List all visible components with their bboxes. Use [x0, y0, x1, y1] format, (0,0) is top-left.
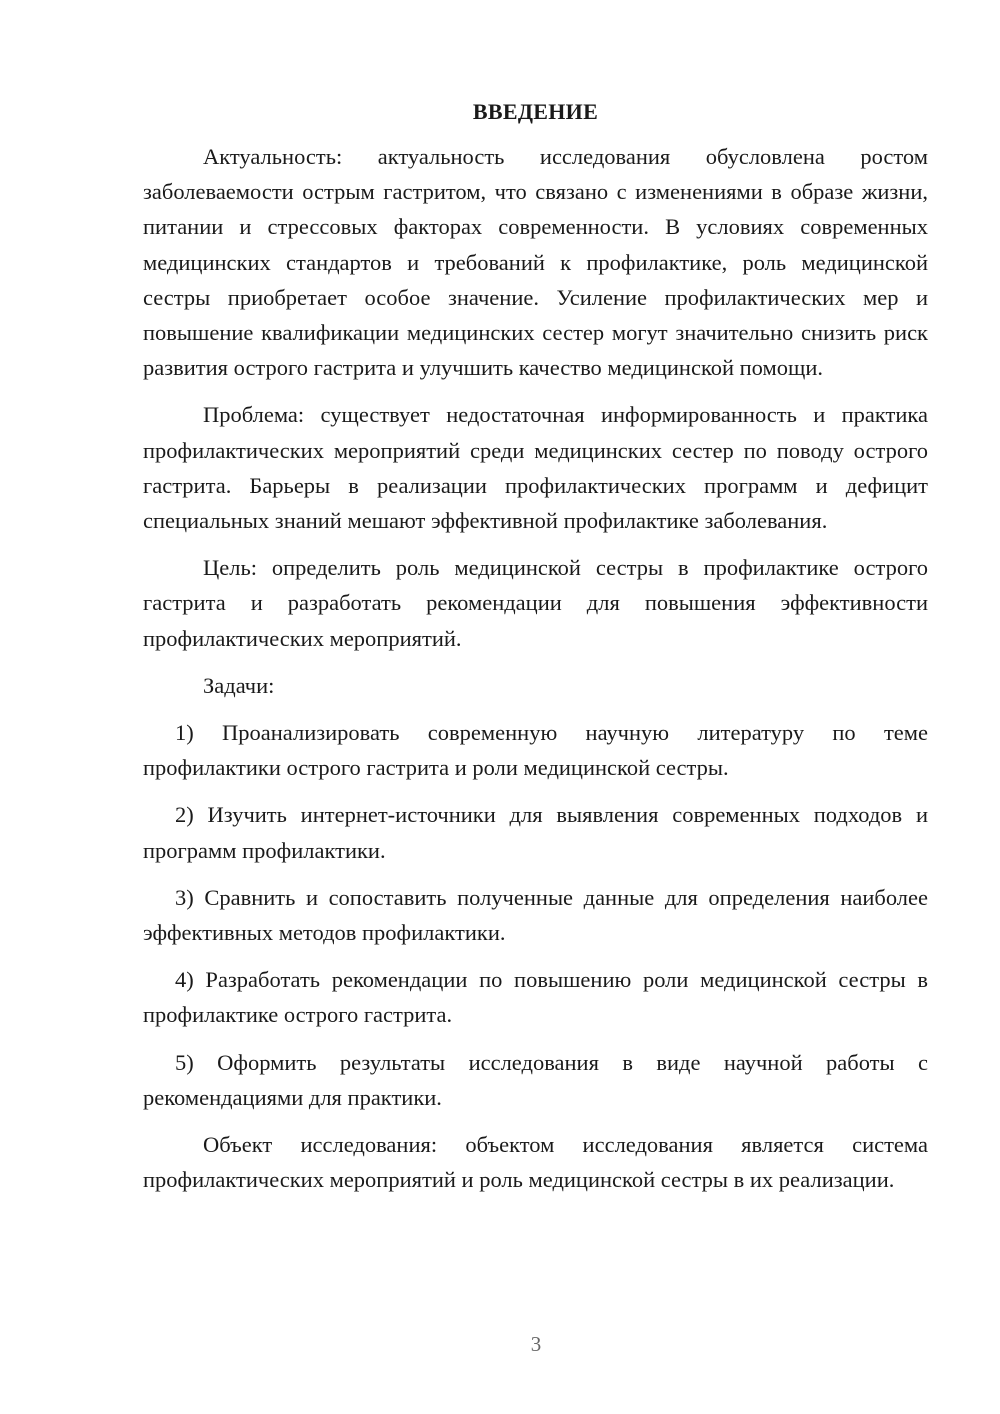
- goal-paragraph: Цель: определить роль медицинской сестры в профилактике острого гастрита и разработать рекомендации для повышения эффективности профилактических мероприятий.: [143, 555, 928, 651]
- tasks-heading: Задачи:: [203, 672, 275, 698]
- page-content: [143, 94, 928, 1197]
- list-item: 5) Оформить результаты исследования в виде научной работы с рекомендациями для практики.: [143, 1049, 928, 1110]
- page-title: ВВЕДЕНИЕ: [472, 99, 599, 124]
- list-item: 4) Разработать рекомендации по повышению роли медицинской сестры в профилактике острого гастрита.: [143, 967, 928, 1028]
- list-item: 1) Проанализировать современную научную литературу по теме профилактики острого гастрита и роли медицинской сестры.: [143, 720, 928, 781]
- tasks-list: [143, 715, 928, 1115]
- object-paragraph: Объект исследования: объектом исследования является система профилактических мероприятий и роль медицинской сестры в их реализации.: [143, 1132, 928, 1193]
- list-item: 2) Изучить интернет-источники для выявления современных подходов и программ профилактики.: [143, 802, 928, 863]
- list-item: 3) Сравнить и сопоставить полученные данные для определения наиболее эффективных методов профилактики.: [143, 884, 928, 946]
- relevance-paragraph: Актуальность: актуальность исследования обусловлена ростом заболеваемости острым гастритом, что связано с изменениями в образе жизни, питании и стрессовых факторах современности. В условиях современных медицинских стандартов и требований к профилактике, роль медицинской сестры приобретает особое значение. Усиление профилактических мер и повышение квалификации медицинских сестер могут значительно снизить риск развития острого гастрита и улучшить качество медицинской помощи.: [143, 144, 928, 381]
- page-number: 3: [530, 1332, 542, 1356]
- problem-paragraph: Проблема: существует недостаточная информированность и практика профилактических мероприятий среди медицинских сестер по поводу острого гастрита. Барьеры в реализации профилактических программ и дефицит специальных знаний мешают эффективной профилактике заболевания.: [143, 402, 928, 534]
